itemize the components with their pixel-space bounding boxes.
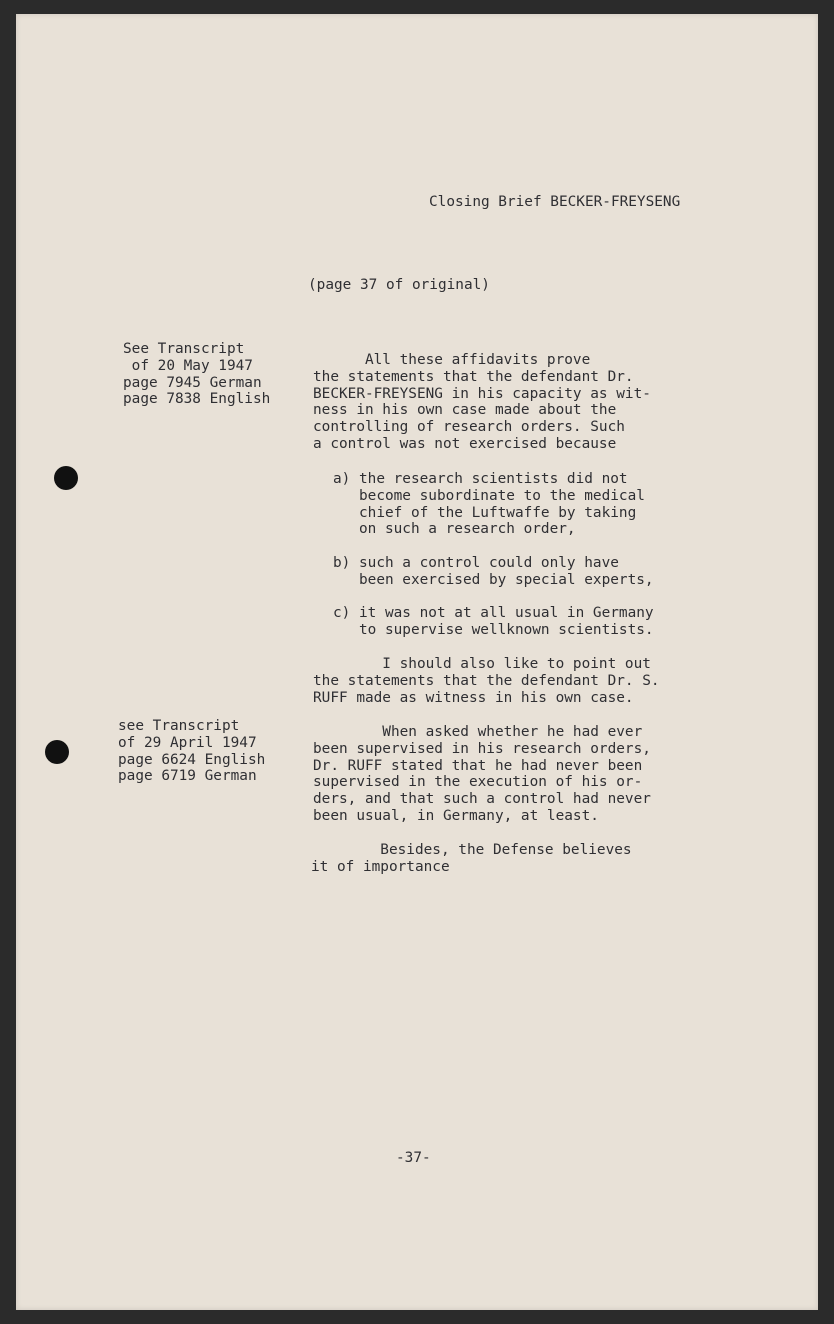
document-page [16, 14, 818, 1310]
body-line: a control was not exercised because [313, 435, 617, 452]
body-line: a) the research scientists did not [333, 471, 628, 487]
body-line: BECKER-FREYSENG in his capacity as wit- [313, 385, 651, 402]
body-line: chief of the Luftwaffe by taking [333, 504, 637, 521]
margin-note-line: page 7838 English [123, 391, 271, 408]
body-line: been exercised by special experts, [333, 571, 654, 588]
body-line: ders, and that such a control had never [313, 791, 651, 808]
body-line: supervised in the execution of his or- [313, 774, 643, 791]
body-paragraph-4 [311, 842, 632, 876]
punch-hole-upper [54, 466, 78, 490]
body-line: it of importance [311, 858, 450, 875]
margin-note-line: page 6624 English [118, 751, 266, 768]
margin-note-2 [118, 718, 265, 785]
body-line: Besides, the Defense believes [311, 842, 632, 858]
body-line: I should also like to point out [313, 656, 651, 672]
margin-note-line: of 20 May 1947 [123, 357, 253, 374]
body-line: been usual, in Germany, at least. [313, 807, 599, 824]
body-line: the statements that the defendant Dr. S. [313, 672, 660, 689]
margin-note-line: See Transcript [123, 341, 245, 357]
body-line: Dr. RUFF stated that he had never been [313, 757, 643, 774]
list-item-b [333, 555, 654, 589]
header-title: Closing Brief BECKER-FREYSENG [429, 194, 681, 210]
body-line: b) such a control could only have [333, 555, 619, 571]
margin-note-line: page 7945 German [123, 374, 262, 391]
body-line: All these affidavits prove [313, 352, 591, 368]
body-line: the statements that the defendant Dr. [313, 368, 634, 385]
body-line: c) it was not at all usual in Germany [333, 605, 654, 621]
body-line: to supervise wellknown scientists. [333, 621, 654, 638]
page-number: -37- [396, 1150, 431, 1166]
margin-note-line: page 6719 German [118, 768, 257, 785]
page-reference: (page 37 of original) [308, 277, 490, 293]
punch-hole-lower [45, 740, 69, 764]
body-line: on such a research order, [333, 521, 576, 538]
body-paragraph-1 [313, 352, 651, 453]
body-line: been supervised in his research orders, [313, 740, 651, 757]
body-paragraph-3 [313, 724, 651, 825]
list-item-a [333, 471, 645, 538]
margin-note-line: of 29 April 1947 [118, 734, 257, 751]
margin-note-1 [123, 341, 270, 408]
list-item-c [333, 605, 654, 639]
body-line: become subordinate to the medical [333, 487, 645, 504]
body-line: controlling of research orders. Such [313, 419, 625, 436]
body-line: When asked whether he had ever [313, 724, 643, 740]
body-line: ness in his own case made about the [313, 402, 617, 419]
body-line: RUFF made as witness in his own case. [313, 689, 634, 706]
body-paragraph-2 [313, 656, 660, 706]
margin-note-line: see Transcript [118, 718, 240, 734]
